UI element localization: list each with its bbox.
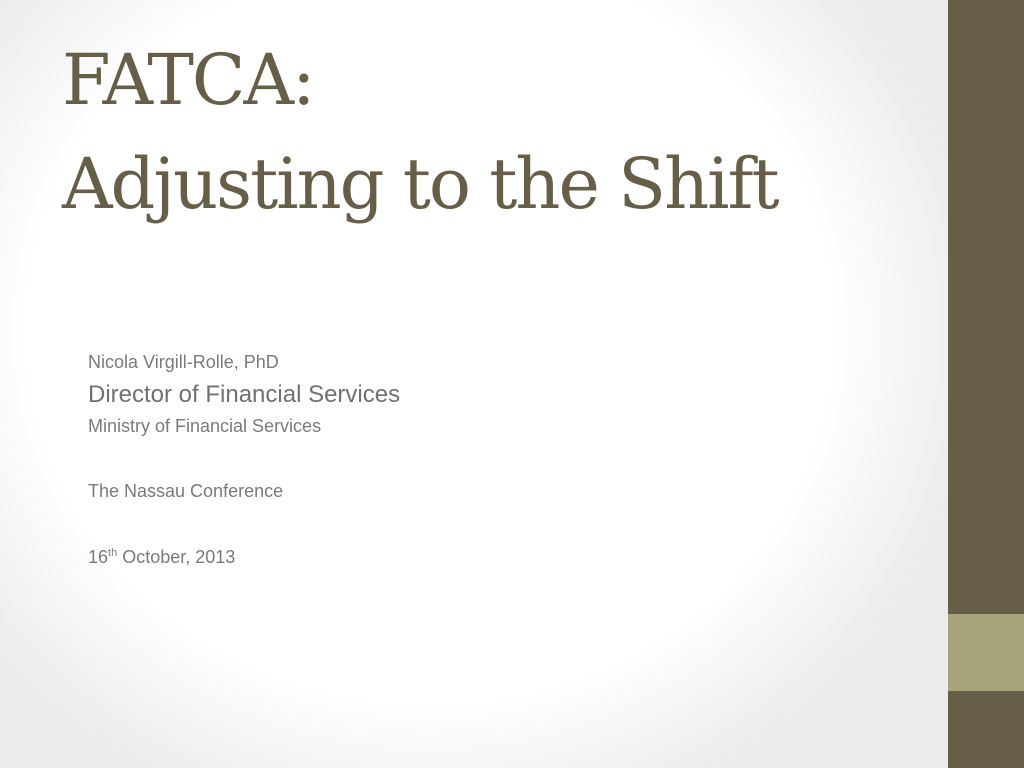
date-rest: October, 2013: [117, 547, 236, 567]
title-line-2: Adjusting to the Shift: [62, 143, 778, 225]
date-ordinal-suffix: th: [108, 547, 118, 559]
slide-title: [62, 28, 778, 236]
sidebar-accent-block: [948, 614, 1024, 691]
event-name: The Nassau Conference: [88, 481, 284, 501]
presenter-role: Director of Financial Services: [88, 381, 401, 408]
presenter-name: Nicola Virgill-Rolle, PhD: [88, 352, 279, 372]
date-day: 16: [88, 547, 109, 567]
presentation-date: [88, 545, 400, 569]
subtitle-block: [88, 348, 400, 569]
organization: Ministry of Financial Services: [88, 416, 322, 436]
title-line-1: FATCA:: [62, 39, 314, 121]
